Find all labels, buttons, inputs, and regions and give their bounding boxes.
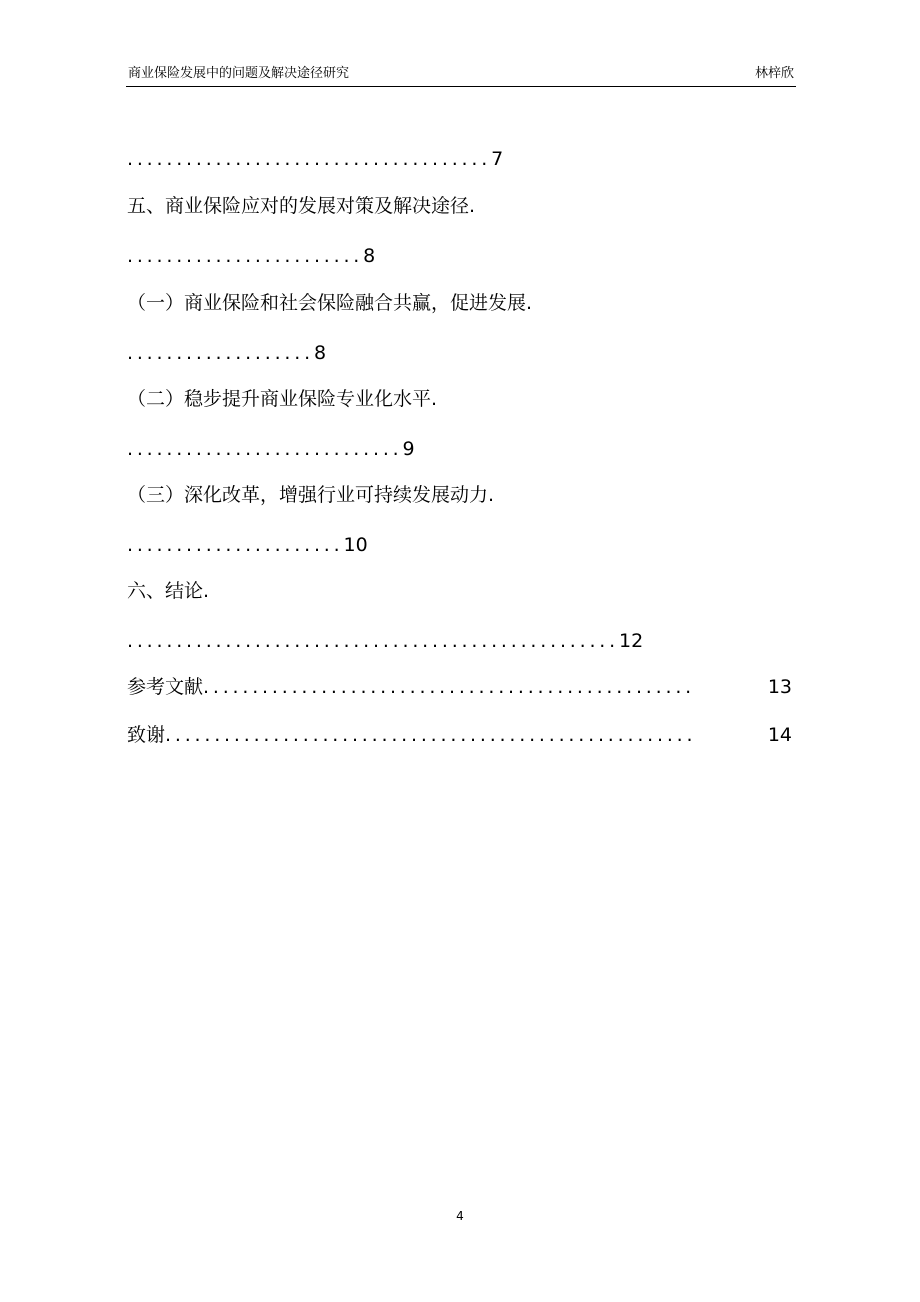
header-author: 林梓欣 [754,66,794,81]
toc-entry-label: （一）商业保险和社会保险融合共赢，促进发展. [127,292,533,314]
toc-page-number: 13 [767,676,792,698]
toc-page-number: 7 [491,148,504,170]
toc-page-number: 9 [402,438,415,460]
toc-leader: ..................................... [127,148,492,170]
toc-leader: ............................ [127,438,403,460]
toc-page-number: 8 [313,342,327,364]
toc-entry-section-5-2[interactable] [127,386,437,412]
toc-page-number: 14 [767,724,792,746]
toc-entry-section-6[interactable] [127,578,209,604]
toc-entry-section-5-3[interactable] [127,482,494,508]
toc-entry-label: 参考文献 [127,676,204,698]
toc-leader: ................... [127,342,314,364]
toc-leader-line [127,532,368,558]
toc-entry-references[interactable] [127,674,792,700]
header-title: 商业保险发展中的问题及解决途径研究 [128,66,350,81]
toc-page-number: 8 [363,245,376,267]
toc-leader: ...................................................... [165,724,697,746]
toc-entry-label: 五、商业保险应对的发展对策及解决途径. [127,195,476,217]
footer-page-number: 4 [456,1209,464,1223]
toc-entry-label: （二）稳步提升商业保险专业化水平. [127,388,438,410]
toc-leader-line [127,628,643,654]
toc-page-number: 12 [618,630,644,652]
toc-leader-line [127,340,326,366]
toc-entry-label: 致谢 [127,724,166,746]
toc-page-number: 10 [343,534,368,556]
toc-leader-line [127,146,503,172]
toc-entry-section-5-1[interactable] [127,290,532,316]
toc-entry-acknowledgements[interactable] [127,722,792,748]
toc-entry-section-5[interactable] [127,193,475,219]
table-of-contents [127,0,792,800]
toc-leader: .................................................. [127,630,619,652]
toc-entry-label: （三）深化改革，增强行业可持续发展动力. [127,484,495,506]
toc-leader-line [127,436,415,462]
toc-leader: .................................................. [203,676,695,698]
toc-leader: ........................ [127,245,364,267]
toc-leader: ...................... [127,534,344,556]
toc-entry-label: 六、结论. [127,580,210,602]
toc-leader-line [127,243,375,269]
